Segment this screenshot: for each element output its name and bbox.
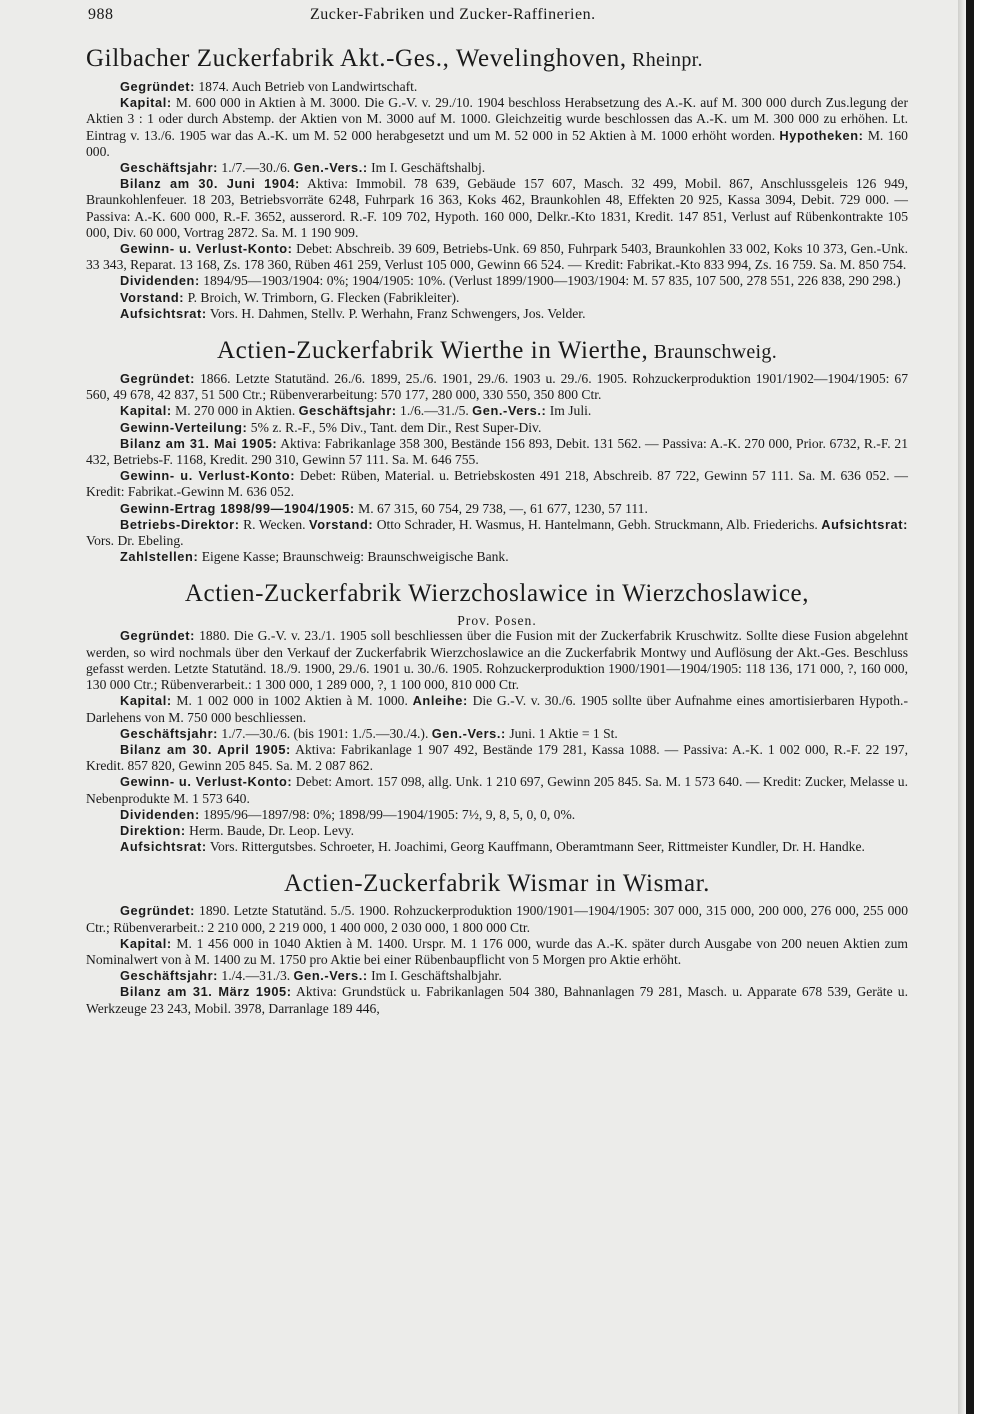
- field-label: Direktion:: [120, 822, 186, 838]
- entry-paragraph: [86, 984, 908, 1016]
- field-value: M. 600 000 in Aktien à M. 3000. Die G.-V. v. 29./10. 1904 beschloss Herabsetzung des A.-K. auf M. 300 000 durch Zus.legung der Aktien 3 : 1 oder durch Abstemp. der Aktien von M. 3000 auf M. 1000. Gleichzeitig wurde beschlossen das A.-K. um M. 300 000 zu erhöhen. Lt. Eintrag v. 13./6. 1905 war das A.-K. um M. 52 000 herabgesetzt und um M. 52 000 in 52 Aktien à M. 1000 erhöht worden.: [86, 95, 908, 143]
- company-location: Rheinpr.: [626, 49, 703, 71]
- field-value: 1880. Die G.-V. v. 23./1. 1905 soll beschliessen über die Fusion mit der Zuckerfabrik Kruschwitz. Sollte diese Fusion abgelehnt werden, so wird nochmals über den Verkauf der Zuckerfabrik Wierzchoslawice an die Zuckerfabrik Montwy und Auflösung der Akt.-Ges. Beschluss gefasst werden. Letzte Statutänd. 18./9. 1900, 29./6. 1901 u. 30./6. 1905. Rohzuckerproduktion 1900/1901—1904/1905: 118 136, 171 000, ?, 160 000, 130 000 Ctr.; Rübenverarbeit.: 1 300 000, 1 289 000, ?, 1 100 000, 810 000 Ctr.: [86, 628, 908, 693]
- page-number: 988: [88, 6, 114, 23]
- field-label: Vorstand:: [309, 516, 374, 532]
- field-label: Kapital:: [120, 935, 172, 951]
- field-value: M. 160 000.: [86, 127, 908, 159]
- company-title: [86, 867, 908, 901]
- entry-paragraph: [86, 726, 908, 742]
- field-value: P. Broich, W. Trimborn, G. Flecken (Fabrikleiter).: [184, 289, 460, 305]
- company-name: Actien-Zuckerfabrik Wierzchoslawice in Wierzchoslawice,: [184, 580, 810, 608]
- field-value: 1894/95—1903/1904: 0%; 1904/1905: 10%. (Verlust 1899/1900—1903/1904: M. 57 835, 107 500, 278 551, 226 838, 290 298.): [199, 273, 901, 289]
- field-label: Gen.-Vers.:: [472, 403, 547, 419]
- field-label: Bilanz am 30. Juni 1904:: [120, 176, 300, 192]
- field-label: Vorstand:: [120, 289, 185, 305]
- field-label: Gen.-Vers.:: [431, 725, 506, 741]
- entry-paragraph: [86, 903, 908, 935]
- field-value: 1874. Auch Betrieb von Landwirtschaft.: [194, 79, 418, 94]
- entry-paragraph: [86, 628, 908, 693]
- entry-paragraph: [86, 468, 908, 500]
- field-label: Hypotheken:: [779, 127, 864, 143]
- field-label: Betriebs-Direktor:: [120, 516, 240, 532]
- company-entry: [86, 867, 908, 1016]
- entry-paragraph: [86, 403, 908, 419]
- field-label: Bilanz am 31. Mai 1905:: [120, 435, 278, 451]
- entry-paragraph: [86, 501, 908, 517]
- entry-paragraph: [86, 517, 908, 549]
- field-label: Gen.-Vers.:: [293, 968, 368, 984]
- entry-paragraph: [86, 693, 908, 725]
- field-value: 1890. Letzte Statutänd. 5./5. 1900. Rohzuckerproduktion 1900/1901—1904/1905: 307 000, 315 000, 200 000, 276 000, 255 000 Ctr.; Rübenverarbeit.: 2 210 000, 2 219 000, 1 400 000, 2 030 000, 1 800 000 Ctr.: [86, 903, 908, 935]
- entry-paragraph: [86, 95, 908, 160]
- entry-paragraph: [86, 436, 908, 468]
- company-entry: [86, 334, 908, 565]
- field-label: Anleihe:: [412, 693, 468, 709]
- field-value: Vors. Rittergutsbes. Schroeter, H. Joachimi, Georg Kauffmann, Oberamtmann Seer, Rittmeister Kundler, Dr. H. Handke.: [206, 839, 865, 855]
- field-label: Gewinn-Verteilung:: [120, 419, 248, 435]
- field-label: Gegründet:: [120, 371, 195, 387]
- field-value: 5% z. R.-F., 5% Div., Tant. dem Dir., Rest Super-Div.: [247, 419, 542, 435]
- field-value: Aktiva: Grundstück u. Fabrikanlagen 504 380, Bahnanlagen 79 281, Masch. u. Apparate 678 539, Geräte u. Werkzeuge 23 243, Mobil. 3978, Darranlage 189 446,: [86, 984, 908, 1016]
- entry-paragraph: [86, 420, 908, 436]
- field-value: 1./7.—30./6.: [218, 160, 291, 176]
- company-entry: [86, 577, 908, 855]
- field-label: Dividenden:: [120, 806, 200, 822]
- field-value: Eigene Kasse; Braunschweig: Braunschweigische Bank.: [198, 549, 509, 565]
- page-gutter: [958, 0, 1000, 1414]
- entry-paragraph: [86, 290, 908, 306]
- field-label: Gewinn-Ertrag 1898/99—1904/1905:: [120, 500, 355, 516]
- field-value: M. 67 315, 60 754, 29 738, —, 61 677, 1230, 57 111.: [354, 500, 648, 516]
- entry-paragraph: [86, 936, 908, 968]
- field-label: Dividenden:: [120, 273, 200, 289]
- entry-paragraph: [86, 306, 908, 322]
- field-value: R. Wecken.: [239, 516, 306, 532]
- field-label: Kapital:: [120, 95, 172, 111]
- entry-paragraph: [86, 839, 908, 855]
- field-value: Aktiva: Immobil. 78 639, Gebäude 157 607, Masch. 32 499, Mobil. 867, Anschlussgeleis 126 949, Braunkohlenfeuer. 18 203, Betriebsvorräte 6248, Fuhrpark 16 363, Koks 462, Braunkohlen 48, Effekten 20 925, Kassa 3094, Debit. 729 000. — Passiva: A.-K. 600 000, R.-F. 3652, ausserord. R.-F. 109 702, Hypoth. 160 000, Delkr.-Kto 1831, Kredit. 147 851, Verlust auf Rübenkontrakte 105 000, Div. 60 000, Vortrag 2872. Sa. M. 1 190 909.: [86, 176, 908, 240]
- field-value: Aktiva: Fabrikanlage 1 907 492, Bestände 179 281, Kassa 1088. — Passiva: A.-K. 1 002 000, R.-F. 22 197, Kredit. 857 820, Gewinn 205 845. Sa. M. 2 087 862.: [86, 741, 908, 774]
- entry-paragraph: [86, 176, 908, 241]
- entry-paragraph: [86, 742, 908, 774]
- entry-spacer: [86, 855, 908, 863]
- field-value: Juni. 1 Aktie = 1 St.: [505, 725, 618, 741]
- entry-paragraph: [86, 968, 908, 984]
- binding-shadow: [966, 0, 974, 1414]
- field-label: Bilanz am 30. April 1905:: [120, 741, 291, 757]
- page-content: [86, 38, 908, 1017]
- field-label: Bilanz am 31. März 1905:: [120, 984, 292, 1000]
- entry-paragraph: [86, 549, 908, 565]
- company-entry: [86, 42, 908, 322]
- entry-paragraph: [86, 79, 908, 95]
- field-label: Gegründet:: [120, 628, 195, 644]
- field-value: M. 1 456 000 in 1040 Aktien à M. 1400. Urspr. M. 1 176 000, wurde das A.-K. später durch Ausgabe von 200 neuen Aktien zum Nominalwert von à M. 1400 zu M. 1750 pro Aktie bei einer Rübenbaupflicht von 5 Morgen pro Aktie erhöht.: [86, 935, 908, 967]
- running-title: Zucker-Fabriken und Zucker-Raffinerien.: [310, 6, 596, 23]
- entry-paragraph: [86, 371, 908, 403]
- field-value: Debet: Abschreib. 39 609, Betriebs-Unk. 69 850, Fuhrpark 5403, Braunkohlen 33 002, Koks 10 373, Gen.-Unk. 33 343, Reparat. 13 168, Zs. 178 360, Rüben 461 259, Verlust 105 000, Gewinn 66 524. — Kredit: Fabrikat.-Kto 833 994, Zs. 16 759. Sa. M. 850 754.: [86, 241, 908, 273]
- field-label: Gegründet:: [120, 79, 195, 94]
- field-label: Gewinn- u. Verlust-Konto:: [120, 468, 296, 484]
- field-value: Vors. Dr. Ebeling.: [86, 533, 184, 549]
- field-value: Debet: Rüben, Material. u. Betriebskosten 491 218, Abschreib. 87 722, Gewinn 57 111. Sa. M. 636 052. — Kredit: Fabrikat.-Gewinn M. 636 052.: [86, 468, 908, 500]
- entry-paragraph: [86, 241, 908, 273]
- field-label: Geschäftsjahr:: [120, 725, 219, 741]
- field-value: Debet: Amort. 157 098, allg. Unk. 1 210 697, Gewinn 205 845. Sa. M. 1 573 640. — Kredit: Zucker, Melasse u. Nebenprodukte M. 1 573 640.: [86, 774, 908, 806]
- field-value: 1./6.—31./5.: [396, 403, 469, 419]
- field-label: Geschäftsjahr:: [298, 403, 397, 419]
- field-label: Gegründet:: [120, 903, 195, 919]
- field-label: Geschäftsjahr:: [120, 160, 219, 176]
- field-label: Gen.-Vers.:: [293, 160, 368, 176]
- company-title: [86, 42, 908, 77]
- field-value: Im I. Geschäftshalbj.: [367, 160, 486, 176]
- entry-paragraph: [86, 273, 908, 289]
- field-value: 1./4.—31./3.: [218, 968, 291, 984]
- field-value: 1866. Letzte Statutänd. 26./6. 1899, 25./6. 1901, 29./6. 1903 u. 29./6. 1905. Rohzuckerproduktion 1901/1902—1904/1905: 67 560, 49 678, 42 837, 51 500 Ctr.; Rübenverarbeitung: 570 177, 280 000, 330 550, 350 800 Ctr.: [86, 371, 908, 403]
- company-name: Gilbacher Zuckerfabrik Akt.-Ges., Wevelinghoven,: [86, 45, 627, 72]
- field-label: Aufsichtsrat:: [120, 839, 207, 855]
- field-value: M. 1 002 000 in 1002 Aktien à M. 1000.: [171, 693, 408, 709]
- company-location: Braunschweig.: [648, 341, 778, 364]
- entry-spacer: [86, 322, 908, 330]
- field-value: Vors. H. Dahmen, Stellv. P. Werhahn, Franz Schwengers, Jos. Velder.: [206, 305, 586, 321]
- entry-spacer: [86, 565, 908, 573]
- field-value: Herm. Baude, Dr. Leop. Levy.: [185, 822, 354, 838]
- field-value: Aktiva: Fabrikanlage 358 300, Bestände 156 893, Debit. 131 562. — Passiva: A.-K. 270 000, Prior. 6732, R.-F. 21 432, Betriebs-F. 1168, Kredit. 290 310, Gewinn 57 111. Sa. M. 646 755.: [86, 435, 908, 468]
- field-value: 1./7.—30./6. (bis 1901: 1./5.—30./4.).: [218, 725, 429, 741]
- company-title: [86, 334, 908, 369]
- company-title: [86, 577, 908, 611]
- field-label: Kapital:: [120, 403, 172, 419]
- company-name: Actien-Zuckerfabrik Wismar in Wismar.: [283, 870, 711, 898]
- field-label: Aufsichtsrat:: [821, 516, 908, 532]
- field-value: M. 270 000 in Aktien.: [171, 403, 296, 419]
- field-value: Im I. Geschäftshalbjahr.: [367, 968, 502, 984]
- company-name: Actien-Zuckerfabrik Wierthe in Wierthe,: [216, 337, 649, 365]
- field-value: Die G.-V. v. 30./6. 1905 sollte über Aufnahme eines amortisierbaren Hypoth.-Darlehens von M. 750 000 beschliessen.: [86, 693, 908, 725]
- entry-paragraph: [86, 160, 908, 176]
- field-label: Gewinn- u. Verlust-Konto:: [120, 241, 293, 257]
- running-head: [88, 6, 908, 28]
- field-label: Zahlstellen:: [120, 549, 199, 565]
- field-value: Im Juli.: [546, 403, 592, 419]
- field-label: Aufsichtsrat:: [120, 305, 207, 321]
- field-label: Geschäftsjahr:: [120, 968, 219, 984]
- company-region: Prov. Posen.: [457, 613, 537, 629]
- field-label: Kapital:: [120, 693, 172, 709]
- field-label: Gewinn- u. Verlust-Konto:: [120, 774, 293, 790]
- entry-paragraph: [86, 774, 908, 806]
- entry-paragraph: [86, 823, 908, 839]
- field-value: 1895/96—1897/98: 0%; 1898/99—1904/1905: 7½, 9, 8, 5, 0, 0, 0%.: [199, 806, 576, 822]
- field-value: Otto Schrader, H. Wasmus, H. Hantelmann, Gebh. Struckmann, Alb. Friederichs.: [373, 516, 818, 532]
- entry-paragraph: [86, 807, 908, 823]
